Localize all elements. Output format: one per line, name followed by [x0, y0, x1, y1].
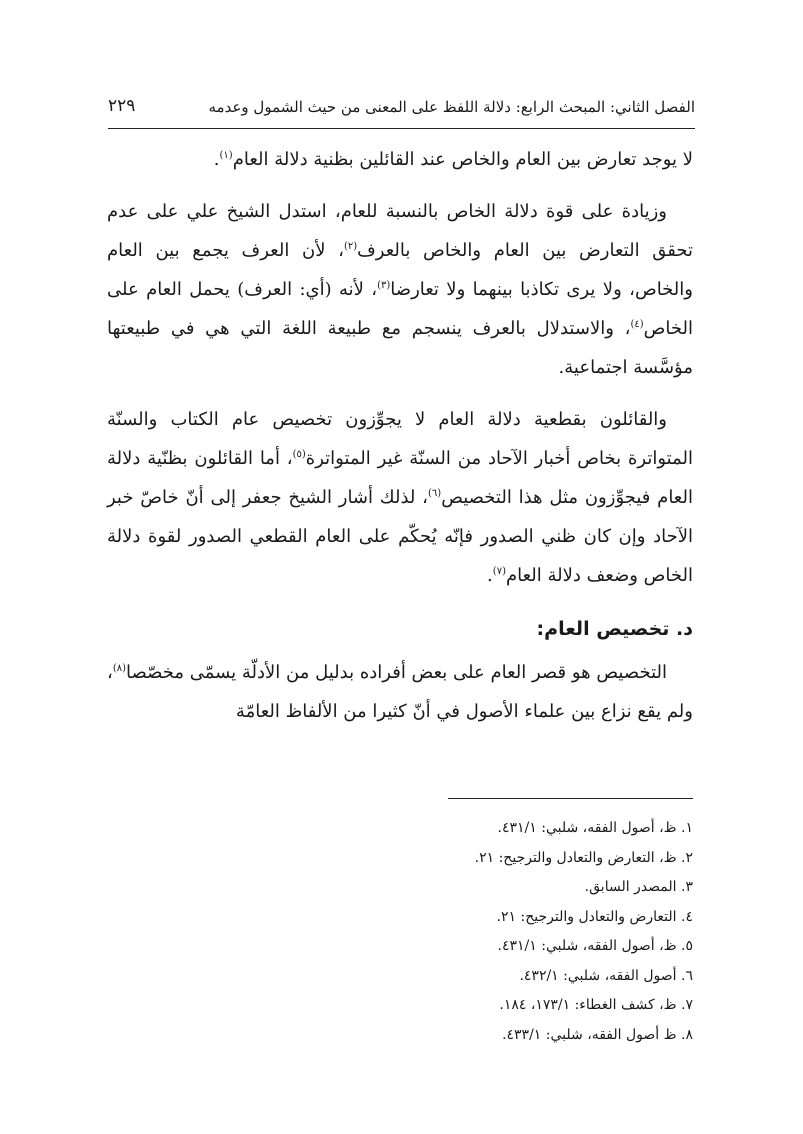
text-run: ، أما القائلون بظنّية دلالة العام فيجوِّزون مثل هذا التخصيص	[107, 448, 693, 508]
footnote: ٥. ظ، أصول الفقه، شلبي: ٤٣١/١.	[497, 938, 693, 954]
footnote: ٤. التعارض والتعادل والترجيح: ٢١.	[496, 908, 693, 925]
footnote-marker: (٥)	[292, 449, 306, 460]
footnote: ٨. ظ أصول الفقه، شلبي: ٤٣٣/١.	[502, 1026, 693, 1043]
footnote-rule	[448, 798, 693, 799]
running-title: الفصل الثاني: المبحث الرابع: دلالة اللفظ على المعنى من حيث الشمول وعدمه	[208, 98, 695, 116]
paragraph-1	[107, 140, 693, 179]
running-header	[108, 92, 695, 128]
text-run: ، لأن العرف يجمع بين العام والخاص، ولا يرى تكاذبا بينهما ولا تعارضا	[107, 240, 693, 300]
text-run: والقائلون بقطعية دلالة العام لا يجوِّزون تخصيص عام الكتاب والسنّة المتواترة بخاص أخبار الآحاد من السنّة غير المتواترة	[107, 409, 693, 469]
footnote-marker: (٧)	[492, 566, 506, 577]
paragraph-gap	[107, 179, 693, 192]
footnote-marker: (٣)	[377, 280, 391, 291]
text-run: .	[213, 149, 220, 170]
footnote: ٢. ظ، التعارض والتعادل والترجيح: ٢١.	[474, 849, 693, 866]
text-run: ، لأنه (أي: العرف) يحمل العام على الخاص	[107, 279, 693, 339]
text-run: ، لذلك أشار الشيخ جعفر إلى أنّ خاصّ خبر الآحاد وإن كان ظني الصدور فإنّه يُحكّم على العام القطعي الصدور لقوة دلالة الخاص وضعف دلالة العام	[107, 487, 693, 586]
header-rule	[108, 128, 695, 129]
footnote: ١. ظ، أصول الفقه، شلبي: ٤٣١/١.	[497, 820, 693, 836]
footnotes-list	[300, 814, 693, 1050]
footnote-marker: (٢)	[343, 241, 358, 252]
section-heading: د. تخصيص العام:	[536, 618, 693, 640]
footnote-marker: (٦)	[428, 488, 442, 499]
footnote: ٦. أصول الفقه، شلبي: ٤٣٢/١.	[519, 967, 693, 984]
footnote-marker: (٨)	[112, 663, 126, 674]
section-paragraph	[107, 653, 693, 731]
text-run: .	[487, 565, 493, 586]
footnote: ٣. المصدر السابق.	[584, 879, 693, 895]
footnote: ٧. ظ، كشف الغطاء: ١٧٣/١، ١٨٤.	[499, 997, 693, 1013]
text-run: ، والاستدلال بالعرف ينسجم مع طبيعة اللغة التي هي في طبيعتها مؤسَّسة اجتماعية.	[107, 318, 693, 378]
text-run: التخصيص هو قصر العام على بعض أفراده بدليل من الأدلّة يسمّى مخصّصا	[126, 662, 667, 683]
text-run: لا يوجد تعارض بين العام والخاص عند القائلين بظنية دلالة العام	[232, 149, 693, 170]
paragraph-3	[107, 400, 693, 595]
footnote-marker: (٤)	[630, 319, 644, 330]
text-run: ، ولم يقع نزاع بين علماء الأصول في أنّ كثيرا من الألفاظ العامّة	[107, 662, 693, 722]
body-text	[107, 140, 693, 731]
paragraph-2	[107, 192, 693, 387]
page-number: ٢٢٩	[108, 96, 136, 116]
footnote-marker: (١)	[219, 150, 233, 161]
text-run: وزيادة على قوة دلالة الخاص بالنسبة للعام، استدل الشيخ علي على عدم تحقق التعارض بين العام والخاص بالعرف	[107, 201, 693, 261]
paragraph-gap	[107, 387, 693, 400]
